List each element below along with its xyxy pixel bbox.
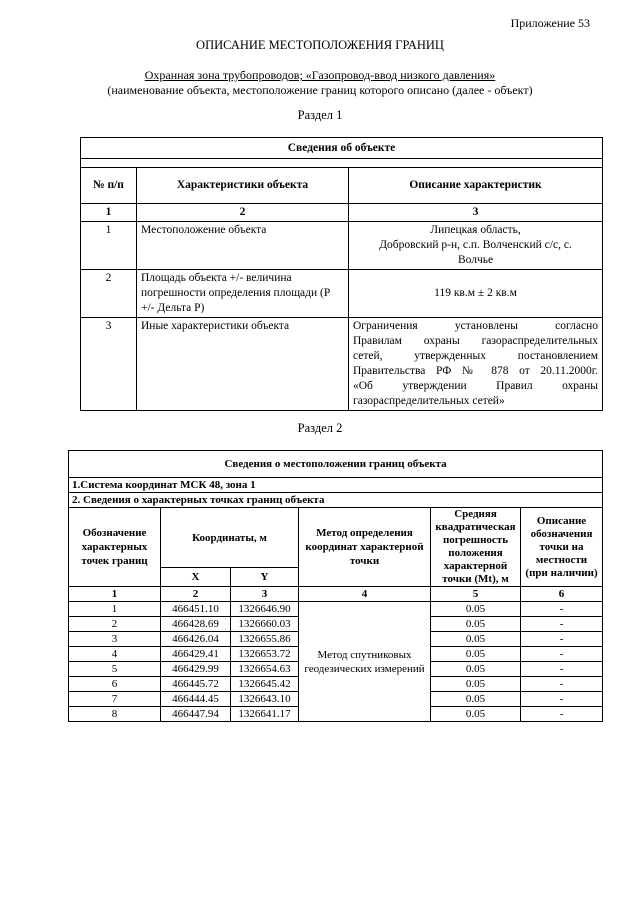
desc-line: сетей, утвержденных постановлением bbox=[353, 350, 599, 362]
boundary-points-table bbox=[68, 450, 603, 722]
table-row bbox=[81, 222, 603, 270]
point-mt: 0.05 bbox=[431, 602, 521, 617]
desc-line: Волчье bbox=[457, 254, 494, 266]
table-row bbox=[81, 270, 603, 318]
point-mt: 0.05 bbox=[431, 647, 521, 662]
table-row bbox=[69, 602, 603, 617]
object-name-line bbox=[0, 68, 640, 83]
index-cell: 1 bbox=[81, 204, 137, 222]
appendix-label: Приложение 53 bbox=[510, 16, 590, 30]
index-cell: 6 bbox=[521, 587, 603, 602]
row-description bbox=[349, 222, 603, 270]
boundary-table-title: Сведения о местоположении границ объекта bbox=[69, 451, 603, 478]
point-description: - bbox=[521, 617, 603, 632]
point-id: 6 bbox=[69, 677, 161, 692]
index-cell: 1 bbox=[69, 587, 161, 602]
desc-line: газораспределительных сетей» bbox=[353, 395, 505, 407]
point-y: 1326643.10 bbox=[231, 692, 299, 707]
document-title: ОПИСАНИЕ МЕСТОПОЛОЖЕНИЯ ГРАНИЦ bbox=[196, 38, 444, 52]
row-characteristic: Площадь объекта +/- величина погрешности определения площади (Р +/- Дельта Р) bbox=[137, 270, 349, 318]
col-header-y: Y bbox=[231, 568, 299, 587]
col-header-method: Метод определения координат характерной точки bbox=[299, 508, 431, 587]
col-header-coordinates: Координаты, м bbox=[161, 508, 299, 568]
point-description: - bbox=[521, 647, 603, 662]
col-header-description: Описание характеристик bbox=[349, 168, 603, 204]
point-description: - bbox=[521, 662, 603, 677]
row-characteristic: Иные характеристики объекта bbox=[137, 318, 349, 411]
section2-label: Раздел 2 bbox=[297, 421, 343, 435]
row-num: 2 bbox=[81, 270, 137, 318]
point-id: 8 bbox=[69, 707, 161, 722]
row-characteristic: Местоположение объекта bbox=[137, 222, 349, 270]
point-mt: 0.05 bbox=[431, 692, 521, 707]
index-cell: 5 bbox=[431, 587, 521, 602]
col-header-x: X bbox=[161, 568, 231, 587]
points-title-row: 2. Сведения о характерных точках границ объекта bbox=[69, 493, 603, 508]
point-id: 4 bbox=[69, 647, 161, 662]
point-y: 1326645.42 bbox=[231, 677, 299, 692]
point-mt: 0.05 bbox=[431, 707, 521, 722]
point-mt: 0.05 bbox=[431, 632, 521, 647]
point-mt: 0.05 bbox=[431, 677, 521, 692]
desc-line: «Об утверждении Правил охраны bbox=[353, 380, 599, 392]
point-description: - bbox=[521, 707, 603, 722]
coordinate-system-row: 1.Система координат МСК 48, зона 1 bbox=[69, 478, 603, 493]
object-info-table bbox=[80, 137, 603, 411]
point-x: 466451.10 bbox=[161, 602, 231, 617]
point-y: 1326646.90 bbox=[231, 602, 299, 617]
index-cell: 2 bbox=[137, 204, 349, 222]
point-y: 1326660.03 bbox=[231, 617, 299, 632]
point-x: 466445.72 bbox=[161, 677, 231, 692]
desc-line: Правительства РФ № 878 от 20.11.2000г. bbox=[353, 365, 599, 377]
point-x: 466429.41 bbox=[161, 647, 231, 662]
col-header-point-description: Описание обозначения точки на местности (при наличии) bbox=[521, 508, 603, 587]
point-y: 1326654.63 bbox=[231, 662, 299, 677]
point-x: 466428.69 bbox=[161, 617, 231, 632]
point-description: - bbox=[521, 602, 603, 617]
col-header-characteristic: Характеристики объекта bbox=[137, 168, 349, 204]
point-y: 1326653.72 bbox=[231, 647, 299, 662]
point-id: 7 bbox=[69, 692, 161, 707]
point-id: 1 bbox=[69, 602, 161, 617]
point-x: 466429.99 bbox=[161, 662, 231, 677]
spacer-row bbox=[81, 159, 603, 168]
row-num: 1 bbox=[81, 222, 137, 270]
desc-line: Липецкая область, bbox=[430, 224, 521, 236]
index-cell: 2 bbox=[161, 587, 231, 602]
desc-line: Ограничения установлены согласно bbox=[353, 320, 599, 332]
point-x: 466447.94 bbox=[161, 707, 231, 722]
point-y: 1326655.86 bbox=[231, 632, 299, 647]
object-name: Охранная зона трубопроводов; «Газопровод-ввод низкого давления» bbox=[144, 68, 496, 82]
point-id: 2 bbox=[69, 617, 161, 632]
row-num: 3 bbox=[81, 318, 137, 411]
point-id: 5 bbox=[69, 662, 161, 677]
point-id: 3 bbox=[69, 632, 161, 647]
point-description: - bbox=[521, 692, 603, 707]
col-header-point: Обозначение характерных точек границ bbox=[69, 508, 161, 587]
index-cell: 3 bbox=[349, 204, 603, 222]
point-y: 1326641.17 bbox=[231, 707, 299, 722]
point-x: 466444.45 bbox=[161, 692, 231, 707]
col-header-mt: Средняя квадратическая погрешность положения характерной точки (Mt), м bbox=[431, 508, 521, 587]
section1-label: Раздел 1 bbox=[297, 108, 343, 122]
point-mt: 0.05 bbox=[431, 617, 521, 632]
point-description: - bbox=[521, 677, 603, 692]
object-info-table-title: Сведения об объекте bbox=[81, 138, 603, 159]
object-note: (наименование объекта, местоположение границ которого описано (далее - объект) bbox=[107, 83, 533, 97]
index-cell: 4 bbox=[299, 587, 431, 602]
desc-line: Добровский р-н, с.п. Волченский с/с, с. bbox=[379, 239, 572, 251]
point-x: 466426.04 bbox=[161, 632, 231, 647]
desc-line: Правилам охраны газораспределительных bbox=[353, 335, 599, 347]
row-description bbox=[349, 318, 603, 411]
table-row bbox=[81, 318, 603, 411]
point-mt: 0.05 bbox=[431, 662, 521, 677]
method-cell: Метод спутниковых геодезических измерений bbox=[299, 602, 431, 722]
point-description: - bbox=[521, 632, 603, 647]
col-header-num: № п/п bbox=[81, 168, 137, 204]
row-description: 119 кв.м ± 2 кв.м bbox=[349, 270, 603, 318]
index-cell: 3 bbox=[231, 587, 299, 602]
